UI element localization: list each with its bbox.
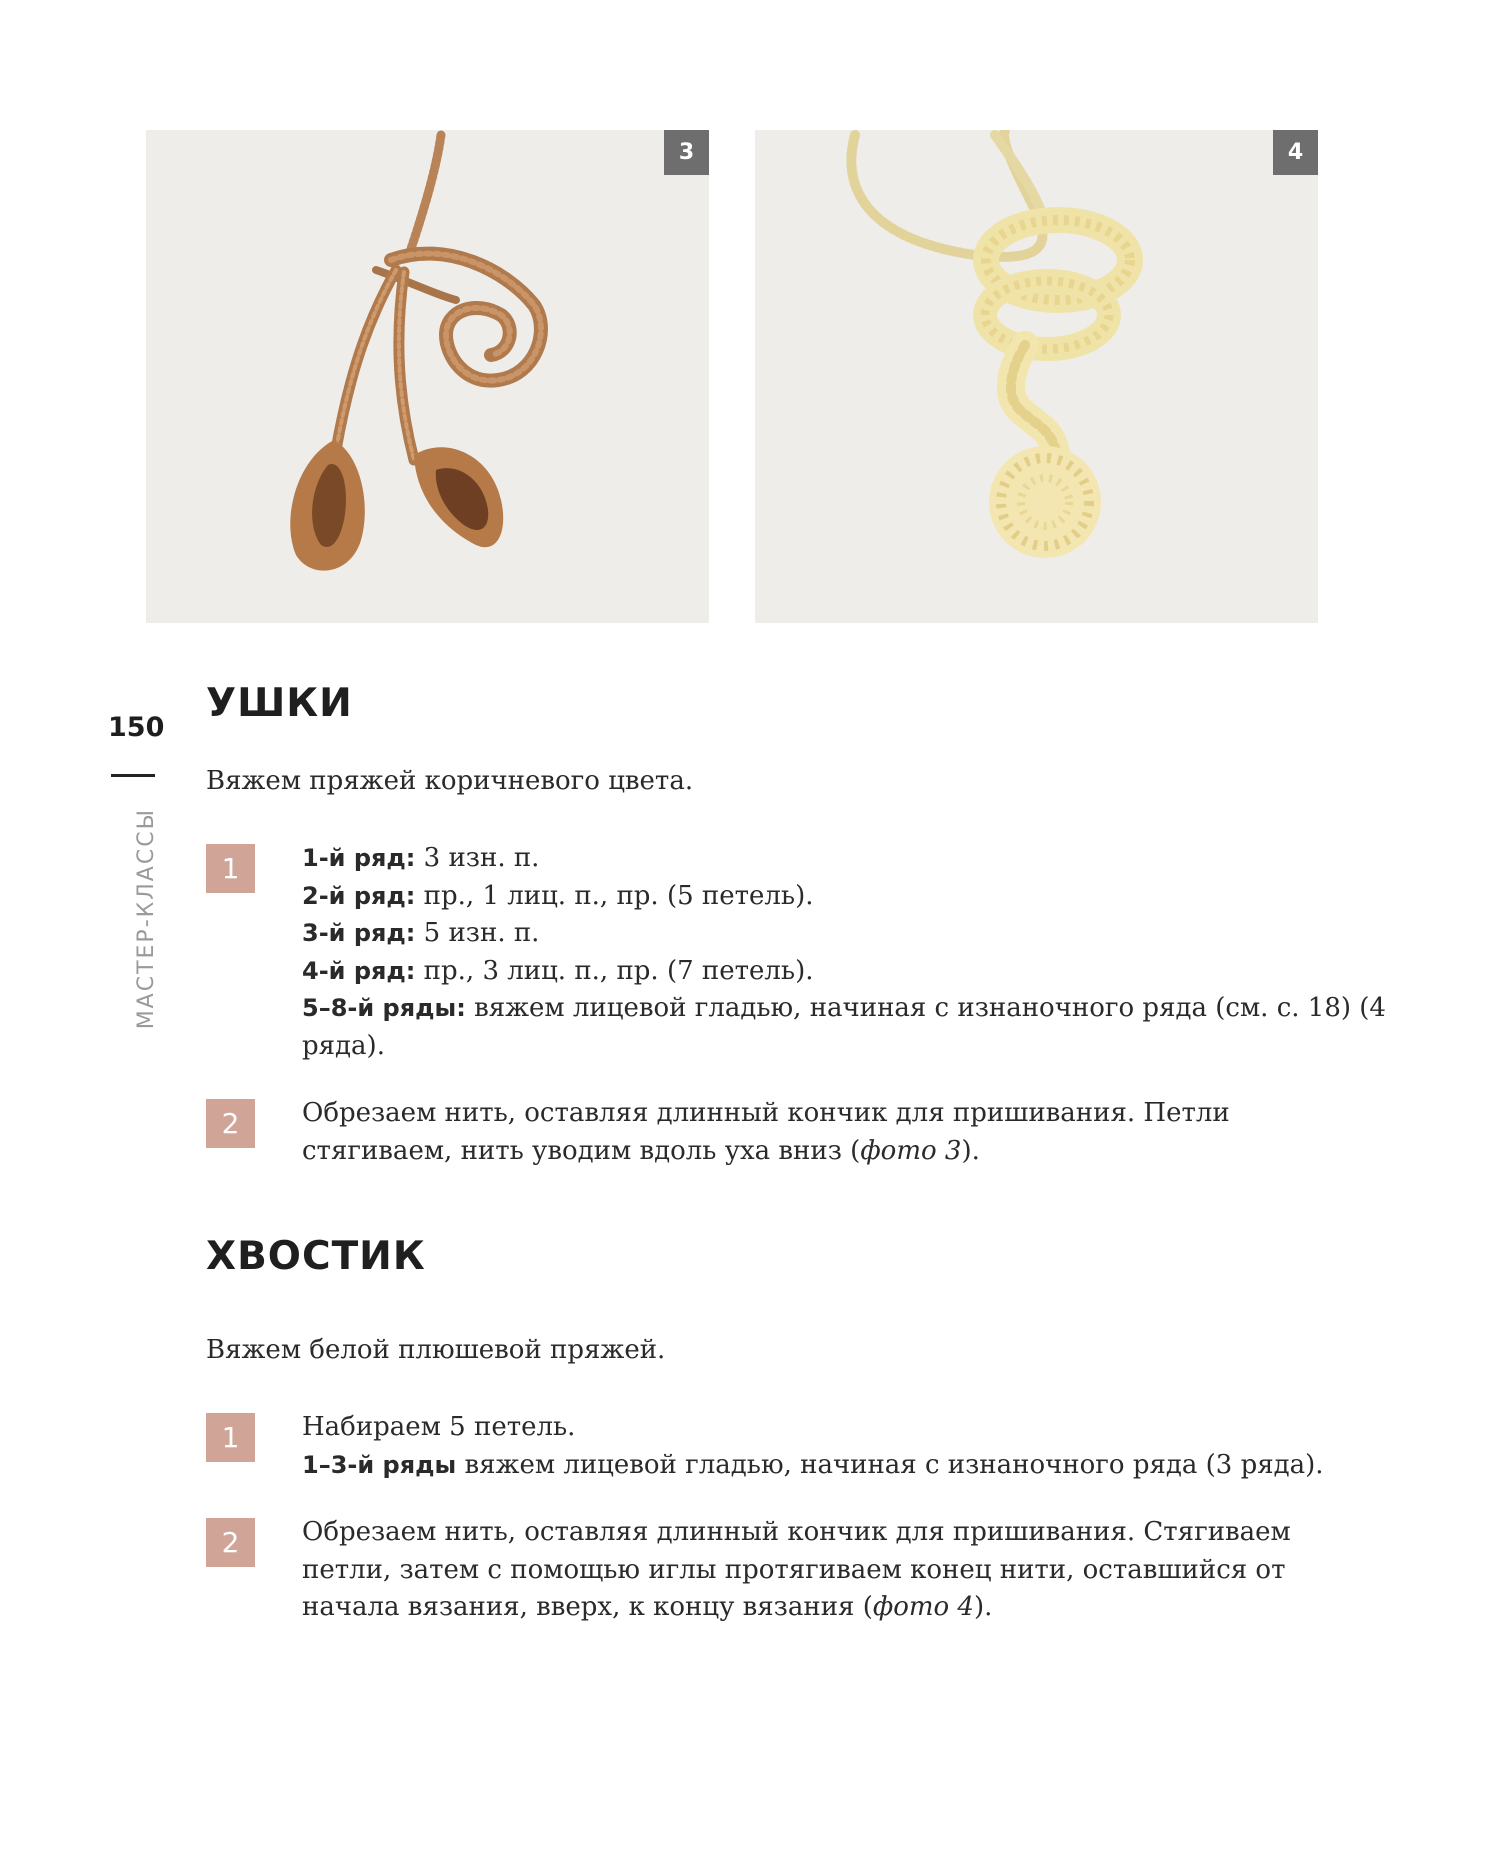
row-instruction: 4-й ряд: пр., 3 лиц. п., пр. (7 петель).: [302, 955, 814, 986]
step-number-badge: 1: [206, 1413, 255, 1462]
brown-ears-illustration: [146, 130, 709, 623]
row-instruction: 2-й ряд: пр., 1 лиц. п., пр. (5 петель).: [302, 880, 814, 911]
step-number-badge: 1: [206, 844, 255, 893]
photo-reference: фото 4: [872, 1592, 974, 1622]
step-item: [206, 1514, 1386, 1627]
section-intro: Вяжем пряжей коричневого цвета.: [206, 766, 694, 796]
photo-white-tail: [755, 130, 1318, 623]
step-item: [206, 1095, 1386, 1170]
section-title: ХВОСТИК: [206, 1234, 426, 1279]
step-text: Набираем 5 петель.: [302, 1412, 576, 1442]
step-text: Обрезаем нить, оставляя длинный кончик для пришивания. Петли стягиваем, нить уводим вдоль уха вниз (фото 3).: [302, 1098, 1230, 1166]
section-ushki: [206, 680, 1386, 1170]
step-text: Обрезаем нить, оставляя длинный кончик для пришивания. Стягиваем петли, затем с помощью иглы протягиваем конец нити, оставшийся от начала вязания, вверх, к концу вязания (фото 4).: [302, 1517, 1291, 1622]
section-intro: Вяжем белой плюшевой пряжей.: [206, 1335, 666, 1365]
page-number: 150: [108, 712, 165, 743]
section-hvostik: [206, 1233, 1386, 1627]
row-instruction: 3-й ряд: 5 изн. п.: [302, 918, 540, 948]
row-instruction: 1-й ряд: 3 изн. п.: [302, 843, 540, 873]
step-item: [206, 840, 1386, 1065]
step-number-badge: 2: [206, 1518, 255, 1567]
page-number-divider: [111, 774, 155, 777]
photo-reference: фото 3: [860, 1135, 962, 1166]
step-item: [206, 1409, 1386, 1484]
step-number-badge: 2: [206, 1099, 255, 1148]
photo-number-badge: 3: [664, 130, 709, 175]
white-tail-illustration: [755, 130, 1318, 623]
photo-brown-ears: [146, 130, 709, 623]
row-instruction: 5–8-й ряды: вяжем лицевой гладью, начиная с изнаночного ряда (см. с. 18) (4 ряда).: [302, 993, 1386, 1061]
row-instruction: 1–3-й ряды вяжем лицевой гладью, начиная с изнаночного ряда (3 ряда).: [302, 1449, 1324, 1480]
photo-number-badge: 4: [1273, 130, 1318, 175]
section-side-label: МАСТЕР-КЛАССЫ: [134, 808, 159, 1030]
section-title: УШКИ: [206, 681, 353, 726]
